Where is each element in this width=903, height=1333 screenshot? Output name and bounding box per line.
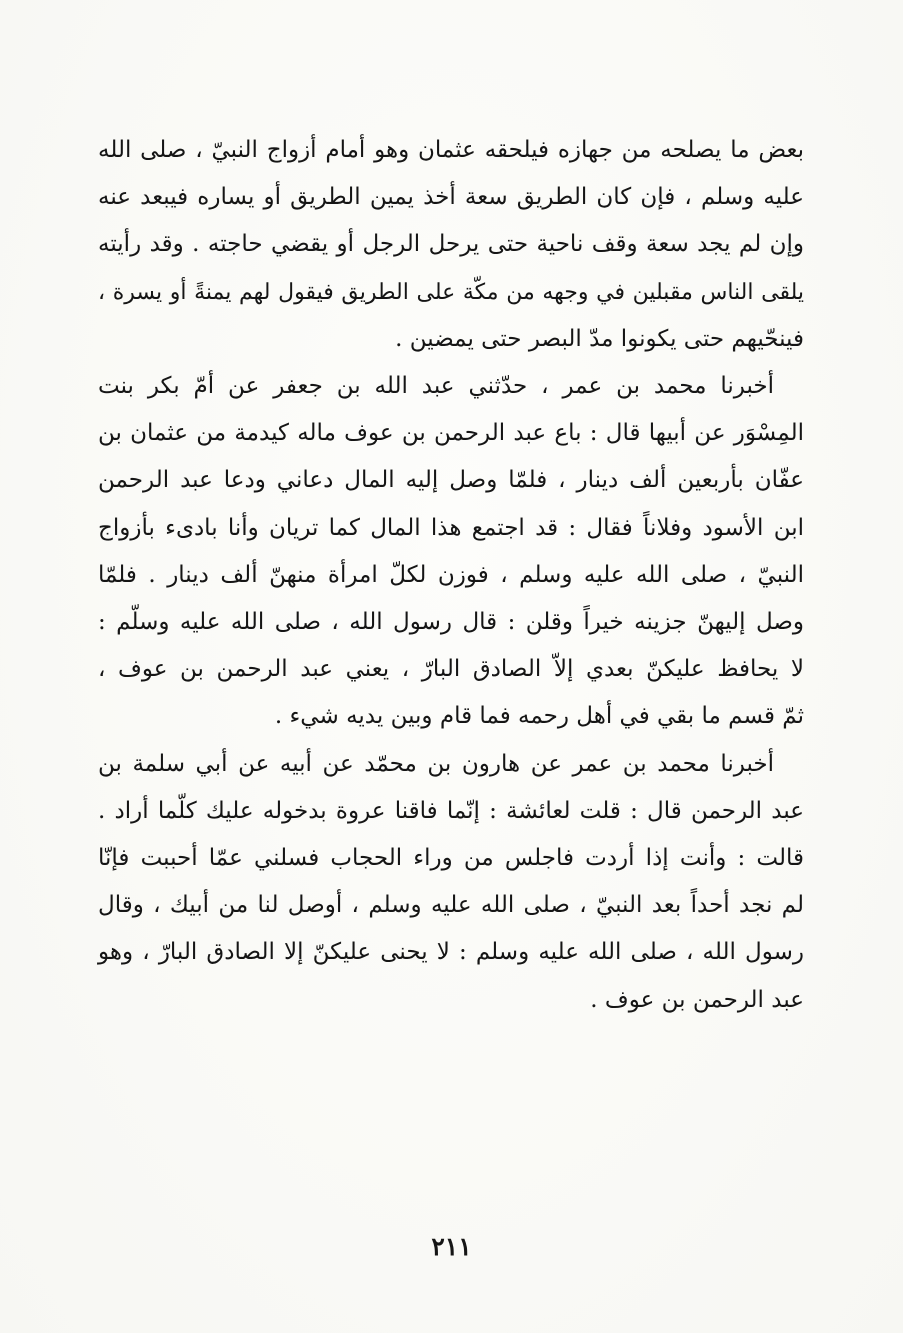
paragraph-1 (98, 127, 804, 363)
page-number: ٢١١ (431, 1232, 472, 1261)
text-line: ابن الأسود وفلاناً فقال : قد اجتمع هذا المال كما تريان وأنا بادىء بأزواج (98, 514, 804, 541)
text-line: قالت : وأنت إذا أردت فاجلس من وراء الحجاب فسلني عمّا أحببت فإنّا (98, 845, 804, 872)
text-line: وإن لم يجد سعة وقف ناحية حتى يرحل الرجل أو يقضي حاجته . وقد رأيته (98, 231, 804, 258)
paragraph-2 (98, 363, 804, 741)
body-text (98, 127, 804, 1024)
text-line: عبد الرحمن بن عوف . (590, 986, 804, 1013)
text-line: عليه وسلم ، فإن كان الطريق سعة أخذ يمين الطريق أو يساره فيبعد عنه (98, 184, 804, 211)
text-line: فينحّيهم حتى يكونوا مدّ البصر حتى يمضين . (395, 325, 804, 352)
text-line: رسول الله ، صلى الله عليه وسلم : لا يحنى عليكنّ إلا الصادق البارّ ، وهو (98, 939, 804, 966)
text-line: بعض ما يصلحه من جهازه فيلحقه عثمان وهو أمام أزواج النبيّ ، صلى الله (98, 137, 804, 163)
text-line: وصل إليهنّ جزينه خيراً وقلن : قال رسول الله ، صلى الله عليه وسلّم : (98, 609, 804, 636)
text-line: أخبرنا محمد بن عمر عن هارون بن محمّد عن أبيه عن أبي سلمة بن (98, 750, 774, 777)
paragraph-3 (98, 741, 804, 1024)
text-line: عبد الرحمن قال : قلت لعائشة : إنّما فاقنا عروة بدخوله عليك كلّما أراد . (98, 797, 804, 824)
text-line: لا يحافظ عليكنّ بعدي إلاّ الصادق البارّ ، يعني عبد الرحمن بن عوف ، (98, 656, 804, 683)
text-line: المِسْوَر عن أبيها قال : باع عبد الرحمن بن عوف ماله كيدمة من عثمان بن (98, 420, 804, 447)
text-line: لم نجد أحداً بعد النبيّ ، صلى الله عليه وسلم ، أوصل لنا من أبيك ، وقال (98, 892, 804, 919)
text-line: عفّان بأربعين ألف دينار ، فلمّا وصل إليه المال دعاني ودعا عبد الرحمن (98, 467, 804, 494)
text-line: أخبرنا محمد بن عمر ، حدّثني عبد الله بن جعفر عن أمّ بكر بنت (98, 373, 774, 400)
text-line: يلقى الناس مقبلين في وجهه من مكّة على الطريق فيقول لهم يمنةً أو يسرة ، (98, 279, 804, 305)
text-line: النبيّ ، صلى الله عليه وسلم ، فوزن لكلّ امرأة منهنّ ألف دينار . فلمّا (98, 561, 804, 588)
text-line: ثمّ قسم ما بقي في أهل رحمه فما قام وبين يديه شيء . (274, 703, 804, 730)
